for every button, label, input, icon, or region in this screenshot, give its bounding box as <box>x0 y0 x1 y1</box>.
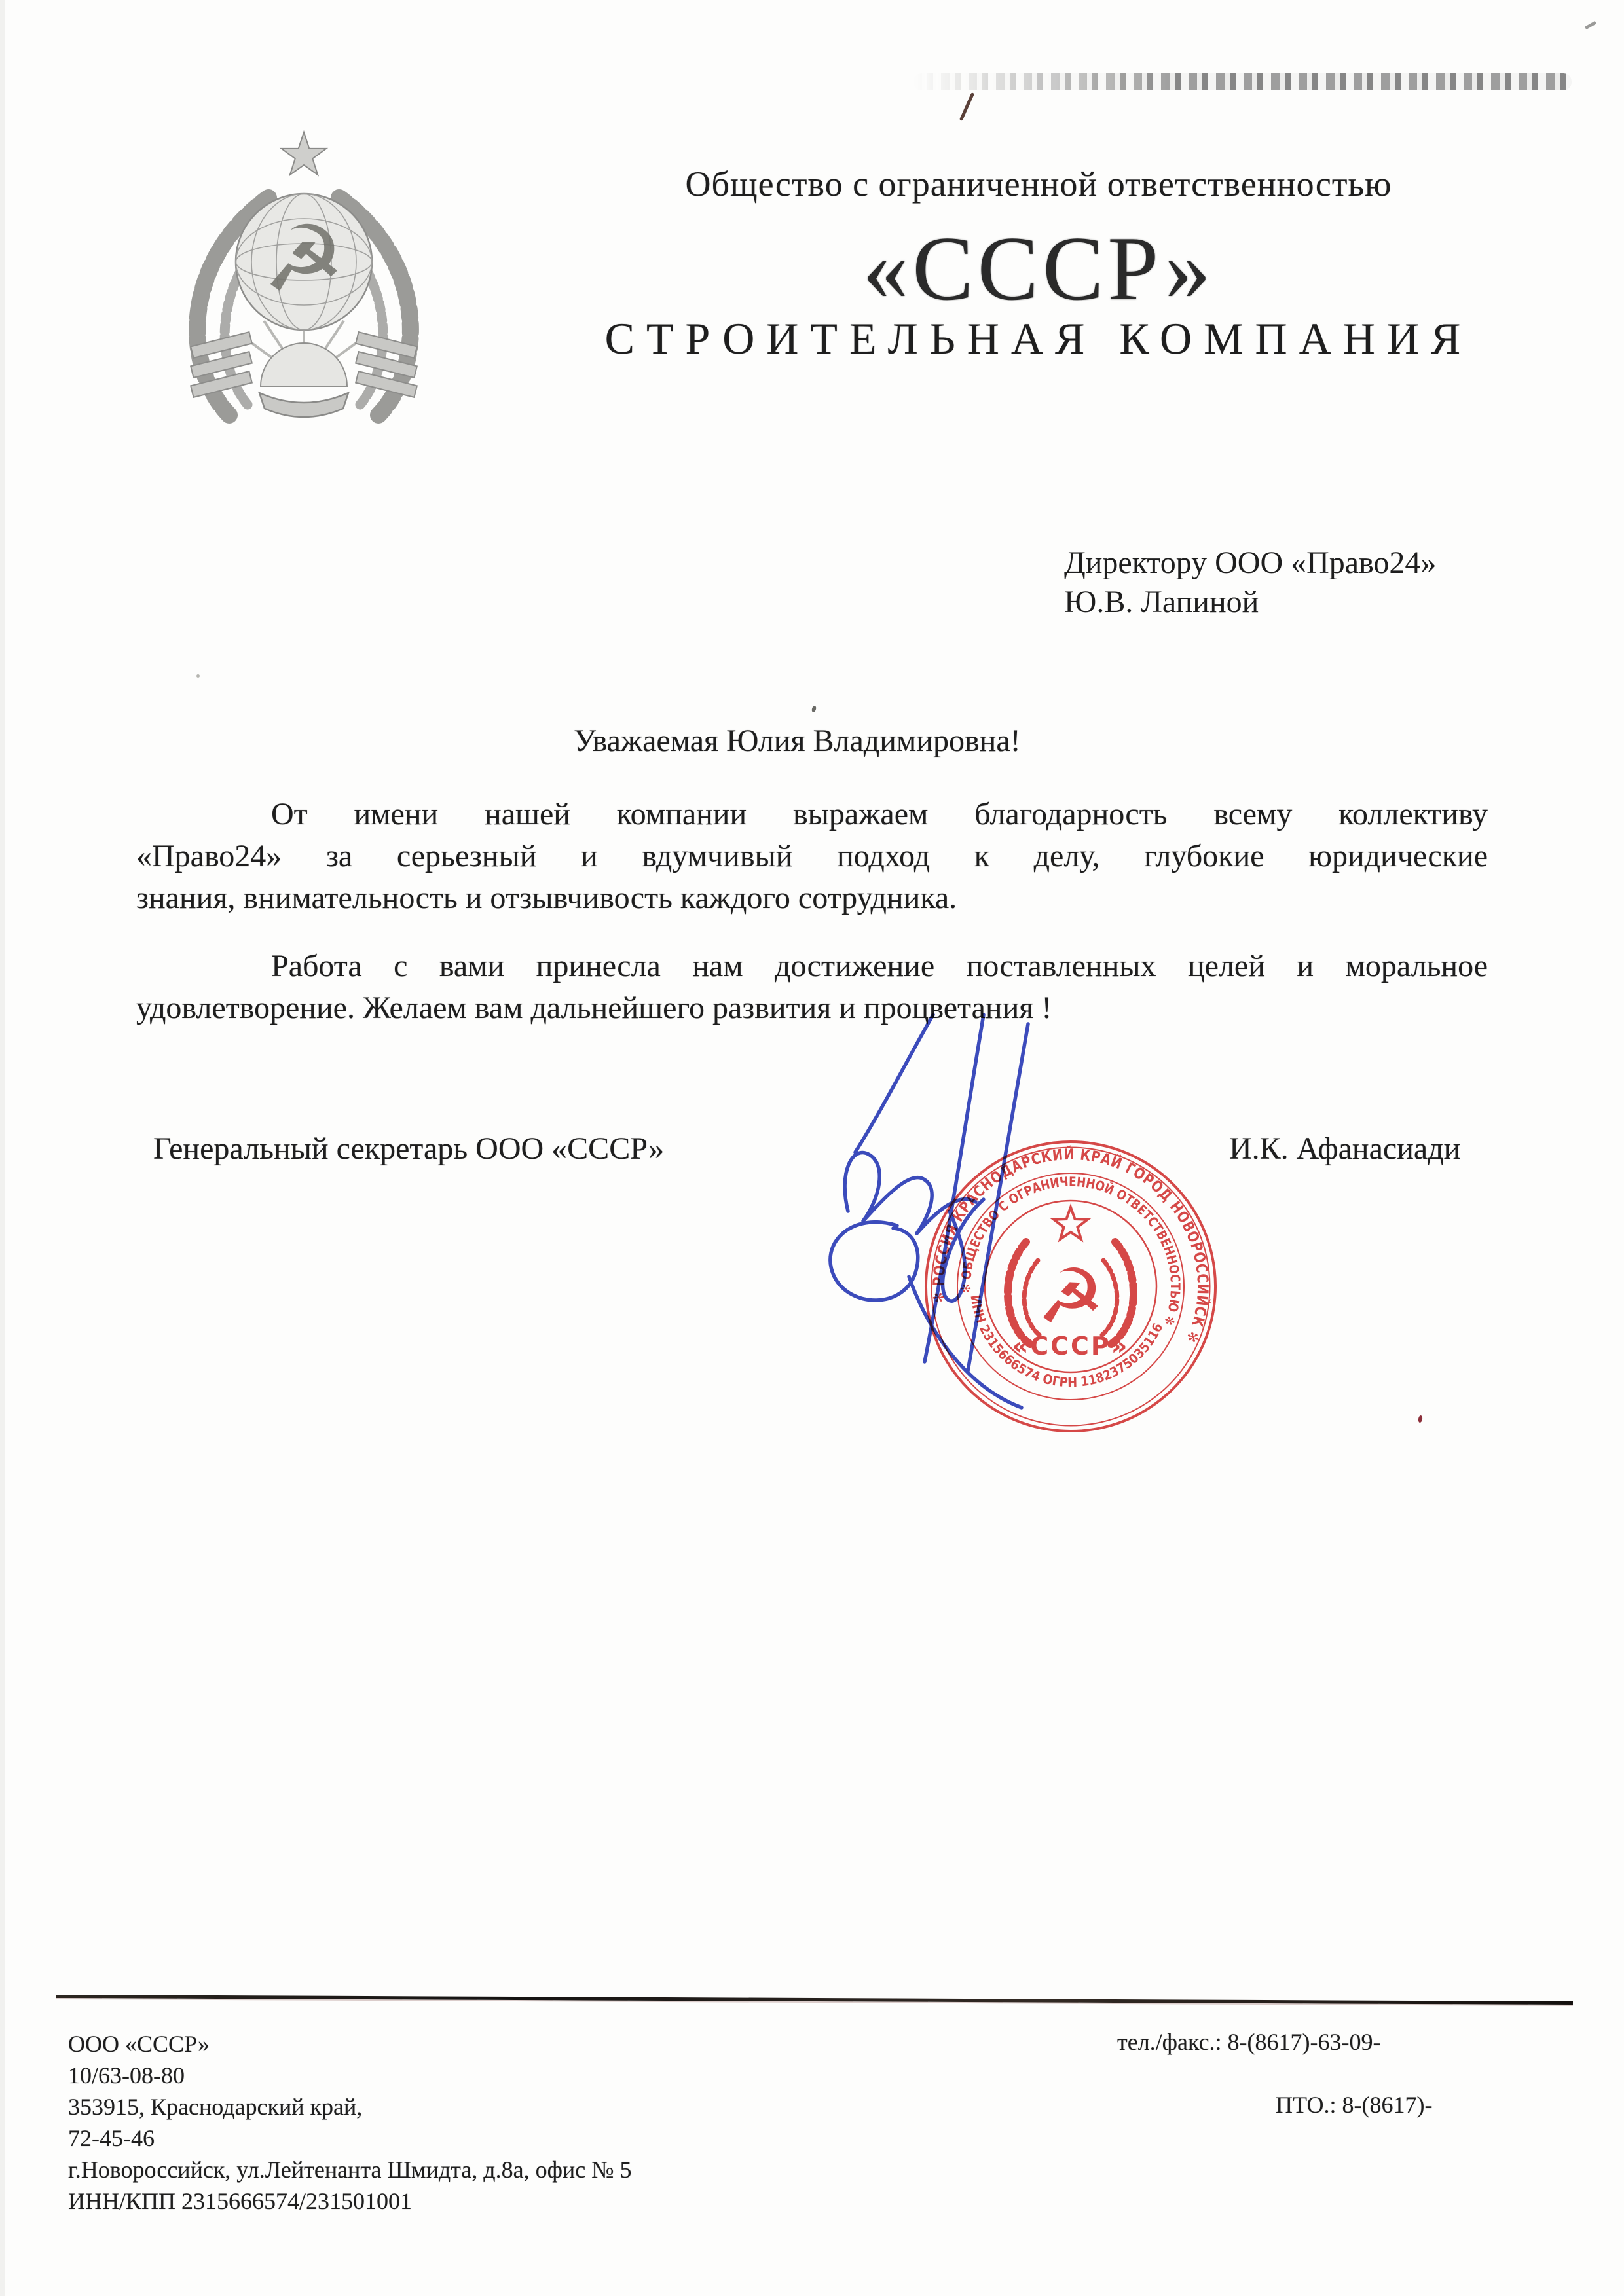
stamp-inner-ring-top-text: ✻ ОБЩЕСТВО С ОГРАНИЧЕННОЙ ОТВЕТСТВЕННОСТЬЮ ✻ <box>957 1173 1184 1330</box>
salutation: Уважаемая Юлия Владимировна! <box>574 723 1021 758</box>
paragraph-1-line-3: знания, внимательность и отзывчивость каждого сотрудника. <box>136 881 957 915</box>
footer-inn-kpp: ИНН/КПП 2315666574/231501001 <box>68 2188 413 2214</box>
signoff-name: И.К. Афанасиади <box>1229 1131 1461 1166</box>
scan-noise-band <box>913 73 1572 90</box>
footer-phone-2: 72-45-46 <box>68 2125 155 2151</box>
emblem-star-icon <box>282 132 326 175</box>
footer-divider <box>56 1995 1573 2005</box>
handwritten-signature <box>812 995 1126 1427</box>
paragraph-2-line-1: Работа с вами принесла нам достижение поставленных целей и моральное <box>271 949 1488 983</box>
emblem-hammer-sickle-icon: ☭ <box>263 206 345 313</box>
footer-street-address: г.Новороссийск, ул.Лейтенанта Шмидта, д.8а, офис № 5 <box>68 2157 632 2183</box>
footer-postal-region: 353915, Краснодарский край, <box>68 2094 363 2120</box>
footer-phone-fax: тел./факс.: 8-(8617)-63-09- <box>1117 2029 1381 2055</box>
scan-mark-corner <box>1585 21 1596 29</box>
scan-mark-slash <box>959 92 974 121</box>
addressee-line-1: Директору ООО «Право24» <box>1064 545 1437 580</box>
stamp-outer-ring-text: ✻ РОССИЯ КРАСНОДАРСКИЙ КРАЙ ГОРОД НОВОРОССИЙСК ✻ <box>930 1146 1211 1348</box>
emblem-sun <box>261 343 347 386</box>
paragraph-1-line-2: «Право24» за серьезный и вдумчивый подход к делу, глубокие юридические <box>136 839 1488 873</box>
paragraph-1-line-1: От имени нашей компании выражаем благодарность всему коллективу <box>271 797 1488 831</box>
scan-speck <box>196 674 200 678</box>
scan-speck <box>811 705 817 712</box>
stamp-hammer-sickle-icon: ☭ <box>1037 1253 1105 1341</box>
footer-phone-1: 10/63-08-80 <box>68 2062 185 2088</box>
scan-edge-shade <box>0 0 5 2296</box>
letterhead-org-name: «СССР» <box>862 218 1215 319</box>
letterhead-org-subtitle: СТРОИТЕЛЬНАЯ КОМПАНИЯ <box>604 314 1473 363</box>
stamp-center-text: «СССР» <box>1012 1332 1130 1360</box>
footer-org-name: ООО «СССР» <box>68 2031 210 2057</box>
letterhead-org-type: Общество с ограниченной ответственностью <box>685 164 1392 204</box>
addressee-block <box>1064 543 1436 622</box>
signoff-title: Генеральный секретарь ООО «СССР» <box>153 1131 665 1166</box>
paragraph-1 <box>136 793 1488 919</box>
addressee-line-2: Ю.В. Лапиной <box>1064 585 1259 619</box>
paragraph-2-line-2: удовлетворение. Желаем вам дальнейшего развития и процветания ! <box>136 991 1052 1025</box>
footer-pto-phone: ПТО.: 8-(8617)- <box>1276 2092 1433 2118</box>
signature-strokes <box>830 1015 1028 1408</box>
stamp-inner-ring-bottom-text: ИНН 2315666574 ОГРН 1182375035116 <box>967 1294 1166 1391</box>
ussr-coat-of-arms-emblem <box>156 119 452 428</box>
emblem-banner-ribbon <box>259 393 348 417</box>
footer-left-column <box>68 2028 632 2217</box>
scan-speck <box>1418 1415 1423 1423</box>
